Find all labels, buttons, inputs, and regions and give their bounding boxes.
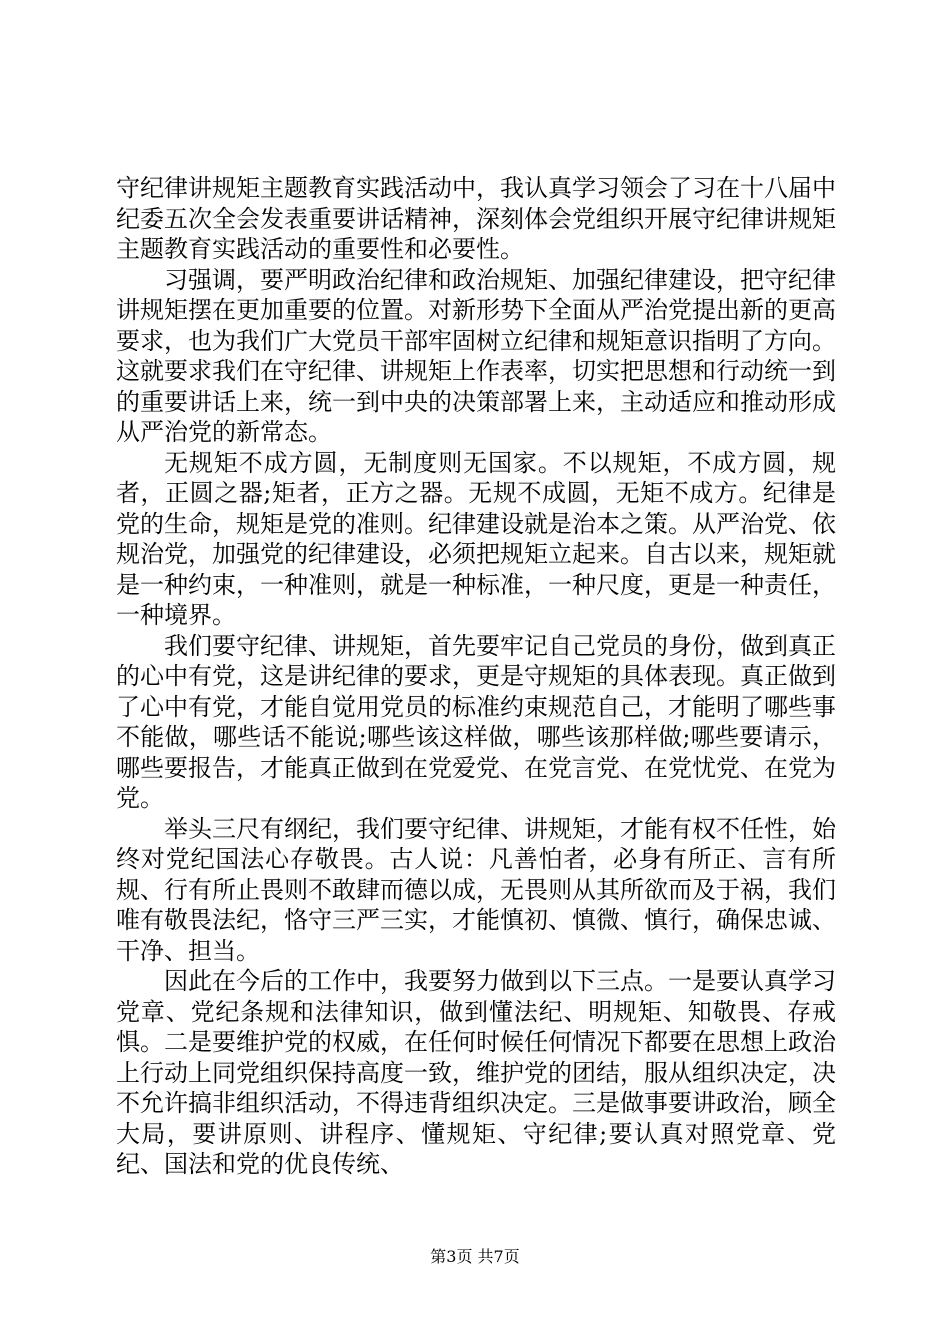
body-text	[116, 173, 836, 1180]
paragraph-2: 习强调，要严明政治纪律和政治规矩、加强纪律建设，把守纪律讲规矩摆在更加重要的位置。对新形势下全面从严治党提出新的更高要求，也为我们广大党员干部牢固树立纪律和规矩意识指明了方向。这就要求我们在守纪律、讲规矩上作表率，切实把思想和行动统一到的重要讲话上来，统一到中央的决策部署上来，主动适应和推动形成从严治党的新常态。	[116, 265, 836, 446]
paragraph-3: 无规矩不成方圆，无制度则无国家。不以规矩，不成方圆，规者，正圆之器;矩者，正方之器。无规不成圆，无矩不成方。纪律是党的生命，规矩是党的准则。纪律建设就是治本之策。从严治党、依规治党，加强党的纪律建设，必须把规矩立起来。自古以来，规矩就是一种约束，一种准则，就是一种标准，一种尺度，更是一种责任，一种境界。	[116, 448, 836, 629]
paragraph-5: 举头三尺有纲纪，我们要守纪律、讲规矩，才能有权不任性，始终对党纪国法心存敬畏。古人说：凡善怕者，必身有所正、言有所规、行有所止畏则不敢肆而德以成，无畏则从其所欲而及于祸，我们唯有敬畏法纪，恪守三严三实，才能慎初、慎微、慎行，确保忠诚、干净、担当。	[116, 814, 836, 965]
page-number-footer: 第3页 共7页	[430, 1247, 520, 1266]
paragraph-4: 我们要守纪律、讲规矩，首先要牢记自己党员的身份，做到真正的心中有党，这是讲纪律的要求，更是守规矩的具体表现。真正做到了心中有党，才能自觉用党员的标准约束规范自己，才能明了哪些事不能做，哪些话不能说;哪些该这样做，哪些该那样做;哪些要请示，哪些要报告，才能真正做到在党爱党、在党言党、在党忧党、在党为党。	[116, 631, 836, 812]
paragraph-6: 因此在今后的工作中，我要努力做到以下三点。一是要认真学习党章、党纪条规和法律知识，做到懂法纪、明规矩、知敬畏、存戒惧。二是要维护党的权威，在任何时候任何情况下都要在思想上政治上行动上同党组织保持高度一致，维护党的团结，服从组织决定，决不允许搞非组织活动，不得违背组织决定。三是做事要讲政治，顾全大局，要讲原则、讲程序、懂规矩、守纪律;要认真对照党章、党纪、国法和党的优良传统、	[116, 967, 836, 1178]
paragraph-1: 守纪律讲规矩主题教育实践活动中，我认真学习领会了习在十八届中纪委五次全会发表重要讲话精神，深刻体会党组织开展守纪律讲规矩主题教育实践活动的重要性和必要性。	[116, 174, 836, 263]
